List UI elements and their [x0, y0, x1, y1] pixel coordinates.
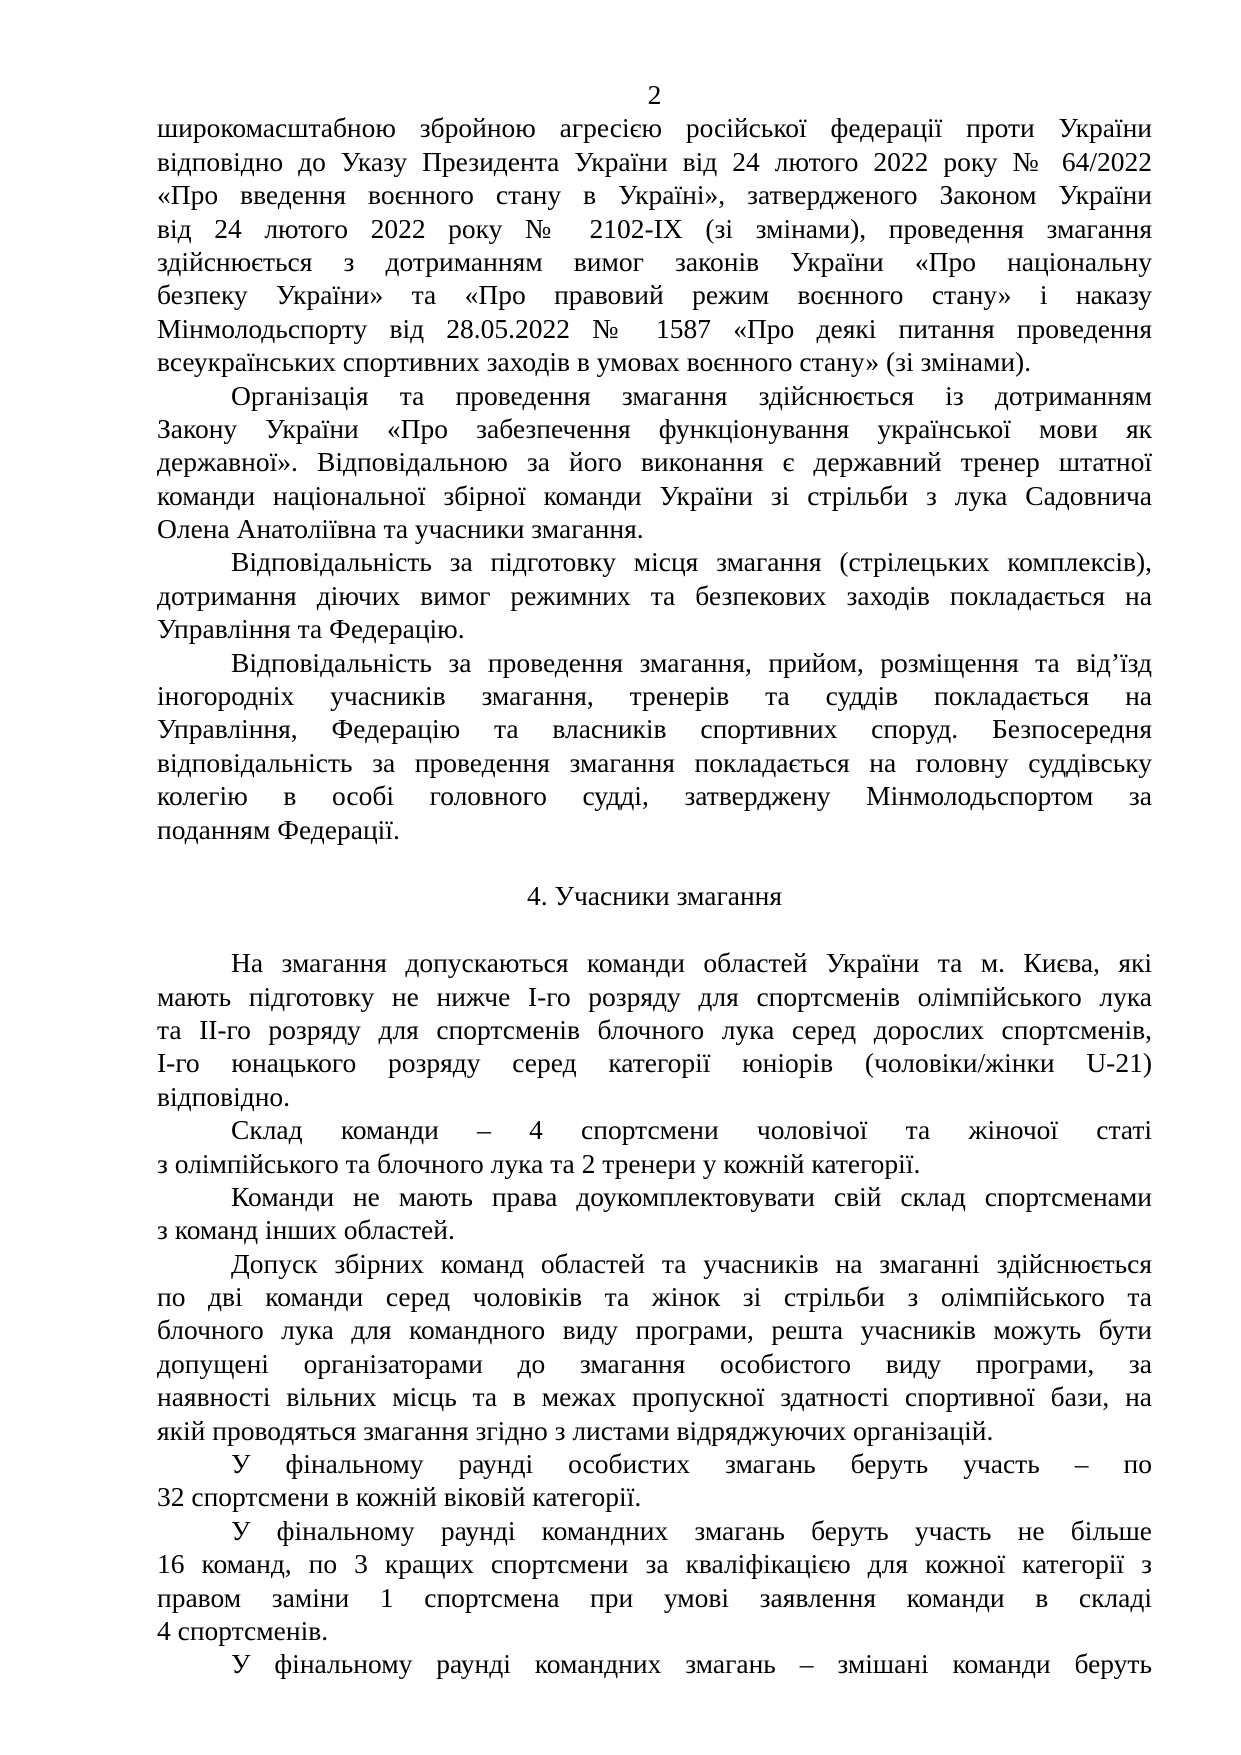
paragraph: [157, 1180, 1152, 1247]
section-heading: [157, 879, 1152, 912]
paragraph-line: У фінальному раунді командних змагань беруть участь не більше: [231, 1514, 1152, 1546]
paragraph-line: колегію в особі головного судді, затверджену Мінмолодьспортом за: [157, 780, 1152, 812]
paragraph: [157, 1447, 1152, 1514]
paragraph-line: державної». Відповідальною за його виконання є державний тренер штатної: [157, 446, 1152, 478]
paragraph: [157, 946, 1152, 1113]
paragraph-line: здійснюється з дотриманням вимог законів України «Про національну: [157, 245, 1152, 277]
paragraph-line: з олімпійського та блочного лука та 2 тренери у кожній категорії.: [157, 1147, 921, 1179]
paragraph-line: відповідно до Указу Президента України від 24 лютого 2022 року № 64/2022: [157, 145, 1152, 177]
paragraph-line: відповідальність за проведення змагання покладається на головну суддівську: [157, 746, 1152, 778]
page-number: 2: [647, 79, 662, 110]
paragraph-line: У фінальному раунді особистих змагань беруть участь – по: [231, 1448, 1152, 1480]
paragraph-line: наявності вільних місць та в межах пропускної здатності спортивної бази, на: [157, 1381, 1152, 1413]
paragraph-line: Управління, Федерацію та власників спортивних споруд. Безпосередня: [157, 713, 1152, 745]
paragraph-line: якій проводяться змагання згідно з листами відряджуючих організацій.: [157, 1414, 994, 1446]
paragraph-line: 4 спортсменів.: [157, 1614, 329, 1646]
paragraph-line: Управління та Федерацію.: [157, 613, 465, 645]
paragraph-line: Закону України «Про забезпечення функціонування української мови як: [157, 412, 1152, 444]
paragraph-line: по дві команди серед чоловіків та жінок зі стрільби з олімпійського та: [157, 1281, 1152, 1313]
paragraph-line: На змагання допускаються команди областей України та м. Києва, які: [231, 947, 1152, 979]
paragraph-line: Організація та проведення змагання здійснюється із дотриманням: [231, 379, 1152, 411]
paragraph-line: Олена Анатоліївна та учасники змагання.: [157, 513, 644, 545]
paragraph-line: іногородніх учасників змагання, тренерів та суддів покладається на: [157, 680, 1152, 712]
paragraph-line: безпеку України» та «Про правовий режим воєнного стану» і наказу: [157, 279, 1152, 311]
paragraph: [157, 646, 1152, 846]
paragraph: [157, 1514, 1152, 1648]
paragraph-line: правом заміни 1 спортсмена при умові заявлення команди в складі: [157, 1581, 1152, 1613]
paragraph: [157, 1647, 1152, 1680]
paragraph: [157, 1113, 1152, 1180]
paragraph-line: Допуск збірних команд областей та учасників на змаганні здійснюється: [231, 1247, 1152, 1279]
paragraph: [157, 111, 1152, 378]
paragraph-line: всеукраїнських спортивних заходів в умовах воєнного стану» (зі змінами).: [157, 346, 1032, 378]
paragraph-line: Мінмолодьспорту від 28.05.2022 № 1587 «Про деякі питання проведення: [157, 312, 1152, 344]
paragraph-line: Склад команди – 4 спортсмени чоловічої та жіночої статі: [231, 1114, 1152, 1146]
paragraph-line: та II-го розряду для спортсменів блочного лука серед дорослих спортсменів,: [157, 1013, 1152, 1045]
document-body: [157, 111, 1152, 1680]
paragraph-line: поданням Федерації.: [157, 813, 400, 845]
paragraph: [157, 379, 1152, 546]
paragraph-line: з команд інших областей.: [157, 1214, 455, 1246]
paragraph-line: дотримання діючих вимог режимних та безпекових заходів покладається на: [157, 579, 1152, 611]
paragraph-line: команди національної збірної команди України зі стрільби з лука Садовнича: [157, 479, 1152, 511]
heading-line: 4. Учасники змагання: [526, 880, 783, 912]
paragraph: [157, 545, 1152, 645]
paragraph-line: 16 команд, по 3 кращих спортсмени за кваліфікацією для кожної категорії з: [157, 1548, 1152, 1580]
paragraph-line: «Про введення воєнного стану в Україні», затвердженого Законом України: [157, 179, 1152, 211]
paragraph: [157, 1247, 1152, 1447]
paragraph-line: широкомасштабною збройною агресією російської федерації проти України: [157, 112, 1152, 144]
paragraph-line: Відповідальність за підготовку місця змагання (стрілецьких комплексів),: [231, 546, 1152, 578]
paragraph-line: блочного лука для командного виду програми, решта учасників можуть бути: [157, 1314, 1152, 1346]
paragraph-line: 32 спортсмени в кожній віковій категорії.: [157, 1481, 642, 1513]
paragraph-line: від 24 лютого 2022 року № 2102-IX (зі змінами), проведення змагання: [157, 212, 1152, 244]
paragraph-line: У фінальному раунді командних змагань – змішані команди беруть: [231, 1648, 1152, 1680]
paragraph-line: допущені організаторами до змагання особистого виду програми, за: [157, 1347, 1152, 1379]
paragraph-line: мають підготовку не нижче I-го розряду для спортсменів олімпійського лука: [157, 980, 1152, 1012]
paragraph-line: I-го юнацького розряду серед категорії юніорів (чоловіки/жінки U-21): [157, 1047, 1152, 1079]
paragraph-line: Відповідальність за проведення змагання, прийом, розміщення та від’їзд: [231, 646, 1152, 678]
paragraph-line: відповідно.: [157, 1080, 291, 1112]
document-content-area: [157, 78, 1152, 1681]
paragraph-line: Команди не мають права доукомплектовувати свій склад спортсменами: [231, 1180, 1152, 1212]
